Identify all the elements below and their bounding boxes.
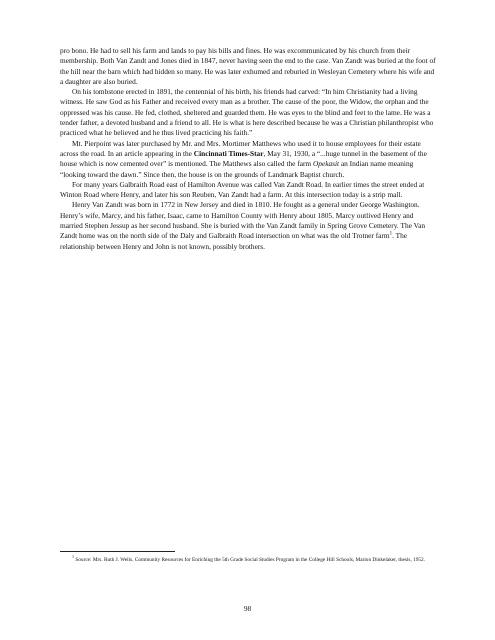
paragraph — [60, 139, 438, 180]
text-run: Henry Van Zandt was born in 1772 in New Jersey and died in 1810. He fought as a general under George Washington. Henry’s wife, Marcy, and his father, Isaac, came to Hamilton County with Henry about 1805. Marcy outlived Henry and married Stephen Jessup as her second husband. She is buried with the Van Zandt family in Spring Grove Cemetery. The Van Zandt home was on the north side of the Daly and Galbraith Road intersection on what was the old Trotner farm — [60, 200, 426, 241]
paragraph — [60, 200, 438, 251]
text-run: Mt. Pierpoint was later purchased by Mr. and Mrs. Mortimer Matthews who used it to house employees for their estate across the road. In an article appearing in the — [60, 138, 421, 158]
text-run: On his tombstone erected in 1891, the centennial of his birth, his friends had carved: “In him Christianity had a living witness. He saw God as his Father and received every man as a brother. The cause of the poor, the Widow, the orphan and the oppressed was his cause. He fed, clothed, sheltered and guarded them. He was eyes to the blind and feet to the lame. He was a tender father, a devoted husband and a friend to all. He is what is here described because he was a Christian philanthropist who practiced what he believed and he thus lived practicing his faith.” — [60, 87, 434, 138]
paragraph — [60, 46, 438, 87]
italic-text-run: Opekasit — [312, 159, 340, 169]
footnote — [60, 554, 438, 564]
text-run: . The relationship between Henry and John is not known, possibly brothers. — [60, 231, 408, 251]
page-number: 98 — [243, 604, 252, 613]
paragraph — [60, 87, 438, 138]
text-run: pro bono. He had to sell his farm and lands to pay his bills and fines. He was excommunicated by his church from their membership. Both Van Zandt and Jones died in 1847, never having seen the end to the case. Van Zandt was buried at the foot of the hill near the barn which had hidden so many. He was later exhumed and reburied in Wesleyan Cemetery where his wife and a daughter are also buried. — [60, 46, 436, 86]
footnote-reference: 1 — [389, 231, 393, 237]
footnote-text: Source: Mrs. Ruth J. Wells. Community Resources for Enriching the 5th Grade Social Studies Program in the College Hill Schools, Marion Dinkelaker, thesis, 1952. — [74, 557, 426, 563]
text-run: For many years Galbraith Road east of Hamilton Avenue was called Van Zandt Road. In earlier times the street ended at Winton Road where Henry, and later his son Reuben, Van Zandt had a farm. At this intersection today is a strip mall. — [60, 179, 425, 200]
footnote-rule — [60, 551, 175, 552]
body-text — [60, 46, 438, 252]
text-run: an Indian name meaning “looking toward the dawn.” Since then, the house is on the grounds of Landmark Baptist church. — [60, 159, 414, 179]
footnote-marker: 1 — [72, 554, 74, 560]
bold-text-run: Cincinnati Times-Star — [193, 148, 264, 158]
text-run: , May 31, 1930, a “...huge tunnel in the basement of the house which is now cemented over” is mentioned. The Matthews also called the farm — [60, 148, 427, 169]
paragraph — [60, 180, 438, 201]
